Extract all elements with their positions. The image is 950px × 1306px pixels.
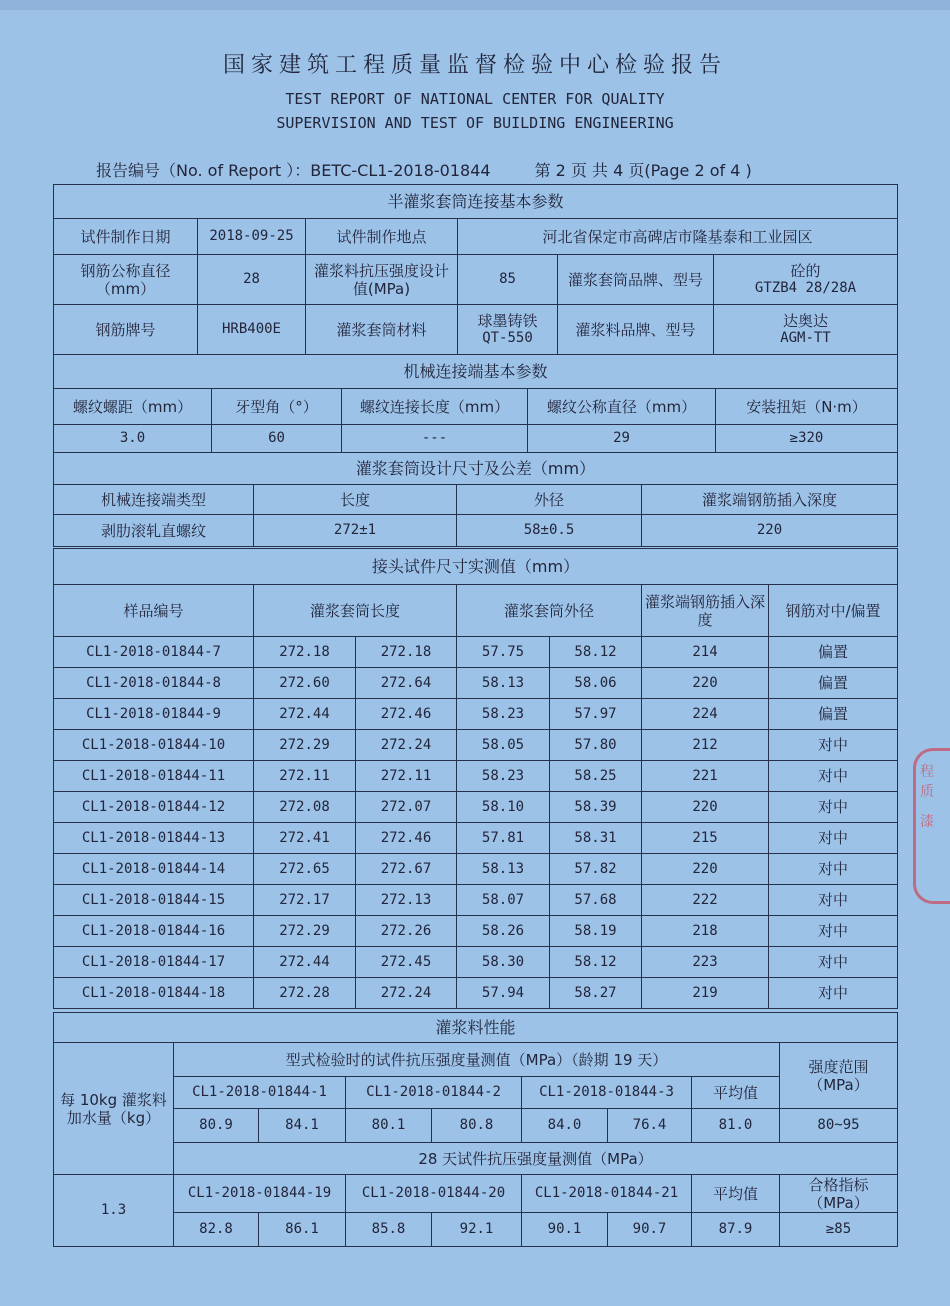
measured-cell-l1: 272.44 [254, 947, 356, 978]
measured-cell-l1: 272.65 [254, 854, 356, 885]
table-row [54, 823, 898, 854]
report-title-cn: 国家建筑工程质量监督检验中心检验报告 [222, 53, 727, 78]
type-value-4: 80.8 [432, 1109, 522, 1143]
rebar-grade-value: HRB400E [198, 305, 306, 355]
d28-specimen-2: CL1-2018-01844-20 [346, 1175, 522, 1213]
mech-header-length: 螺纹连接长度（mm） [342, 389, 528, 425]
measured-cell-d1: 58.13 [457, 854, 550, 885]
measured-cell-id: CL1-2018-01844-9 [54, 699, 254, 730]
report-number: 报告编号（No. of Report ）：BETC-CL1-2018-01844 [96, 161, 491, 180]
section-title-sleeve-basic: 半灌浆套筒连接基本参数 [54, 185, 898, 219]
measured-cell-d1: 57.75 [457, 637, 550, 668]
report-title-en-line1: TEST REPORT OF NATIONAL CENTER FOR QUALITY [285, 90, 665, 108]
sleeve-material-1: 球墨铸铁 [477, 312, 538, 331]
page-info: 第 2 页 共 4 页(Page 2 of 4 ) [534, 161, 752, 180]
measured-cell-id: CL1-2018-01844-15 [54, 885, 254, 916]
table-row [54, 885, 898, 916]
measured-cell-id: CL1-2018-01844-10 [54, 730, 254, 761]
measured-cell-depth: 220 [642, 668, 769, 699]
water-label: 每 10kg 灌浆料加水量（kg） [54, 1043, 174, 1175]
mech-header-torque: 安装扭矩（N·m） [716, 389, 898, 425]
sleeve-model: GTZB4 28/28A [754, 280, 857, 297]
type-avg-value: 81.0 [692, 1109, 780, 1143]
grout-perf-table [53, 1012, 898, 1247]
type-value-1: 80.9 [174, 1109, 259, 1143]
section-title-mech-basic: 机械连接端基本参数 [54, 355, 898, 389]
measured-cell-l2: 272.64 [356, 668, 457, 699]
measured-cell-id: CL1-2018-01844-7 [54, 637, 254, 668]
measured-cell-d2: 57.82 [550, 854, 642, 885]
measured-cell-align: 对中 [769, 823, 898, 854]
table-row [54, 916, 898, 947]
table-row [54, 730, 898, 761]
measured-cell-d2: 58.12 [550, 637, 642, 668]
measured-cell-id: CL1-2018-01844-14 [54, 854, 254, 885]
measured-cell-d2: 58.39 [550, 792, 642, 823]
measured-cell-l2: 272.11 [356, 761, 457, 792]
mech-header-diameter: 螺纹公称直径（mm） [528, 389, 716, 425]
measured-header-sample: 样品编号 [54, 585, 254, 637]
measured-cell-align: 对中 [769, 916, 898, 947]
measured-cell-d2: 58.06 [550, 668, 642, 699]
d28-value-1: 82.8 [174, 1213, 259, 1247]
rebar-diameter-value: 28 [198, 255, 306, 305]
measured-cell-depth: 215 [642, 823, 769, 854]
measured-cell-d2: 58.27 [550, 978, 642, 1009]
table-row [54, 947, 898, 978]
measured-cell-d1: 57.94 [457, 978, 550, 1009]
table-row [54, 637, 898, 668]
sleeve-material-label: 灌浆套筒材料 [306, 305, 458, 355]
measured-cell-l2: 272.13 [356, 885, 457, 916]
measured-cell-depth: 224 [642, 699, 769, 730]
measured-cell-d2: 58.31 [550, 823, 642, 854]
measured-header-align: 钢筋对中/偏置 [769, 585, 898, 637]
make-place-label: 试件制作地点 [306, 219, 458, 255]
make-place-value: 河北省保定市高碑店市隆基泰和工业园区 [458, 219, 898, 255]
measured-cell-l1: 272.11 [254, 761, 356, 792]
grout-strength-label: 灌浆料抗压强度设计值(MPa) [306, 255, 458, 305]
measured-cell-d1: 58.23 [457, 699, 550, 730]
measured-cell-id: CL1-2018-01844-16 [54, 916, 254, 947]
measured-rows [54, 637, 898, 1009]
mech-value-pitch: 3.0 [54, 425, 212, 453]
d28-avg-label: 平均值 [692, 1175, 780, 1213]
measured-cell-align: 对中 [769, 730, 898, 761]
measured-cell-d1: 57.81 [457, 823, 550, 854]
measured-cell-l1: 272.60 [254, 668, 356, 699]
table-row [54, 792, 898, 823]
d28-spec-label: 合格指标（MPa） [780, 1175, 898, 1213]
table-row [54, 668, 898, 699]
make-date-label: 试件制作日期 [54, 219, 198, 255]
report-title-en-line2: SUPERVISION AND TEST OF BUILDING ENGINEERING [276, 114, 674, 132]
measured-cell-d2: 57.97 [550, 699, 642, 730]
dims-value-diameter: 58±0.5 [457, 515, 642, 547]
measured-cell-l1: 272.29 [254, 730, 356, 761]
measured-cell-l1: 272.44 [254, 699, 356, 730]
measured-cell-align: 对中 [769, 978, 898, 1009]
measured-cell-id: CL1-2018-01844-18 [54, 978, 254, 1009]
measured-cell-l2: 272.67 [356, 854, 457, 885]
type-test-title: 型式检验时的试件抗压强度量测值（MPa）（龄期 19 天） [174, 1043, 780, 1077]
measured-header-diameter: 灌浆套筒外径 [457, 585, 642, 637]
mech-basic-table [53, 354, 898, 453]
mech-value-diameter: 29 [528, 425, 716, 453]
mech-value-length: --- [342, 425, 528, 453]
measured-cell-l2: 272.07 [356, 792, 457, 823]
section-title-grout-perf: 灌浆料性能 [54, 1013, 898, 1043]
measured-cell-id: CL1-2018-01844-11 [54, 761, 254, 792]
measured-cell-depth: 221 [642, 761, 769, 792]
measured-cell-depth: 212 [642, 730, 769, 761]
report-number-line [96, 158, 752, 181]
measured-cell-align: 对中 [769, 761, 898, 792]
d28-title: 28 天试件抗压强度量测值（MPa） [174, 1143, 898, 1175]
measured-cell-l2: 272.46 [356, 699, 457, 730]
measured-cell-align: 对中 [769, 947, 898, 978]
measured-cell-id: CL1-2018-01844-17 [54, 947, 254, 978]
measured-cell-l1: 272.18 [254, 637, 356, 668]
strength-range-value: 80~95 [780, 1109, 898, 1143]
d28-value-4: 92.1 [432, 1213, 522, 1247]
d28-specimen-1: CL1-2018-01844-19 [174, 1175, 346, 1213]
measured-cell-l1: 272.28 [254, 978, 356, 1009]
sleeve-brand-value [714, 255, 898, 305]
mech-value-angle: 60 [212, 425, 342, 453]
measured-cell-depth: 220 [642, 792, 769, 823]
measured-cell-l2: 272.18 [356, 637, 457, 668]
d28-avg-value: 87.9 [692, 1213, 780, 1247]
measured-cell-l2: 272.46 [356, 823, 457, 854]
type-avg-label: 平均值 [692, 1077, 780, 1109]
measured-cell-l2: 272.45 [356, 947, 457, 978]
measured-cell-l1: 272.08 [254, 792, 356, 823]
measured-cell-l2: 272.24 [356, 730, 457, 761]
measured-cell-d2: 57.68 [550, 885, 642, 916]
table-row [54, 699, 898, 730]
measured-cell-align: 偏置 [769, 668, 898, 699]
measured-cell-l1: 272.17 [254, 885, 356, 916]
dims-header-diameter: 外径 [457, 485, 642, 515]
table-row [54, 761, 898, 792]
dims-value-length: 272±1 [254, 515, 457, 547]
grout-model: AGM-TT [780, 330, 831, 347]
measured-cell-l2: 272.26 [356, 916, 457, 947]
sleeve-brand-label: 灌浆套筒品牌、型号 [558, 255, 714, 305]
measured-cell-depth: 214 [642, 637, 769, 668]
measured-cell-l2: 272.24 [356, 978, 457, 1009]
mech-value-torque: ≥320 [716, 425, 898, 453]
measured-cell-d1: 58.10 [457, 792, 550, 823]
d28-value-2: 86.1 [259, 1213, 346, 1247]
measured-cell-d1: 58.13 [457, 668, 550, 699]
dims-value-type: 剥肋滚轧直螺纹 [54, 515, 254, 547]
design-dims-table [53, 452, 898, 547]
measured-header-length: 灌浆套筒长度 [254, 585, 457, 637]
top-band [0, 0, 950, 10]
rebar-diameter-label: 钢筋公称直径（mm） [54, 255, 198, 305]
measured-cell-id: CL1-2018-01844-8 [54, 668, 254, 699]
measured-cell-depth: 223 [642, 947, 769, 978]
table-row [54, 854, 898, 885]
measured-cell-d2: 58.19 [550, 916, 642, 947]
measured-cell-d1: 58.23 [457, 761, 550, 792]
measured-cell-id: CL1-2018-01844-13 [54, 823, 254, 854]
strength-range-label: 强度范围（MPa） [780, 1043, 898, 1109]
measured-cell-d2: 58.25 [550, 761, 642, 792]
seal-stamp-icon: 程质 漆 [913, 748, 950, 904]
measured-cell-l1: 272.29 [254, 916, 356, 947]
mech-header-pitch: 螺纹螺距（mm） [54, 389, 212, 425]
measured-cell-d1: 58.05 [457, 730, 550, 761]
d28-value-6: 90.7 [608, 1213, 692, 1247]
rebar-grade-label: 钢筋牌号 [54, 305, 198, 355]
dims-header-depth: 灌浆端钢筋插入深度 [642, 485, 898, 515]
type-value-3: 80.1 [346, 1109, 432, 1143]
sleeve-material-2: QT-550 [482, 330, 533, 347]
mech-header-angle: 牙型角（°） [212, 389, 342, 425]
dims-header-length: 长度 [254, 485, 457, 515]
grout-strength-value: 85 [458, 255, 558, 305]
d28-specimen-3: CL1-2018-01844-21 [522, 1175, 692, 1213]
dims-value-depth: 220 [642, 515, 898, 547]
sleeve-material-value [458, 305, 558, 355]
section-title-measured: 接头试件尺寸实测值（mm） [54, 549, 898, 585]
measured-cell-align: 对中 [769, 885, 898, 916]
sleeve-brand: 砼的 [790, 262, 821, 281]
make-date-value: 2018-09-25 [198, 219, 306, 255]
measured-cell-d2: 58.12 [550, 947, 642, 978]
measured-cell-depth: 219 [642, 978, 769, 1009]
grout-brand: 达奥达 [782, 312, 828, 331]
measured-cell-d1: 58.26 [457, 916, 550, 947]
type-value-6: 76.4 [608, 1109, 692, 1143]
grout-brand-value [714, 305, 898, 355]
measured-cell-align: 偏置 [769, 637, 898, 668]
measured-cell-id: CL1-2018-01844-12 [54, 792, 254, 823]
measured-table [53, 548, 898, 1009]
measured-cell-d1: 58.30 [457, 947, 550, 978]
section-title-design-dims: 灌浆套筒设计尺寸及公差（mm） [54, 453, 898, 485]
table-row [54, 978, 898, 1009]
type-specimen-2: CL1-2018-01844-2 [346, 1077, 522, 1109]
measured-header-depth: 灌浆端钢筋插入深度 [642, 585, 769, 637]
measured-cell-align: 偏置 [769, 699, 898, 730]
measured-cell-depth: 222 [642, 885, 769, 916]
d28-value-3: 85.8 [346, 1213, 432, 1247]
type-specimen-3: CL1-2018-01844-3 [522, 1077, 692, 1109]
measured-cell-d1: 58.07 [457, 885, 550, 916]
measured-cell-depth: 218 [642, 916, 769, 947]
water-value: 1.3 [54, 1175, 174, 1247]
d28-spec-value: ≥85 [780, 1213, 898, 1247]
measured-cell-l1: 272.41 [254, 823, 356, 854]
type-specimen-1: CL1-2018-01844-1 [174, 1077, 346, 1109]
measured-cell-d2: 57.80 [550, 730, 642, 761]
measured-cell-depth: 220 [642, 854, 769, 885]
dims-header-type: 机械连接端类型 [54, 485, 254, 515]
measured-cell-align: 对中 [769, 854, 898, 885]
sleeve-basic-table [53, 184, 898, 355]
type-value-5: 84.0 [522, 1109, 608, 1143]
grout-brand-label: 灌浆料品牌、型号 [558, 305, 714, 355]
measured-cell-align: 对中 [769, 792, 898, 823]
type-value-2: 84.1 [259, 1109, 346, 1143]
d28-value-5: 90.1 [522, 1213, 608, 1247]
